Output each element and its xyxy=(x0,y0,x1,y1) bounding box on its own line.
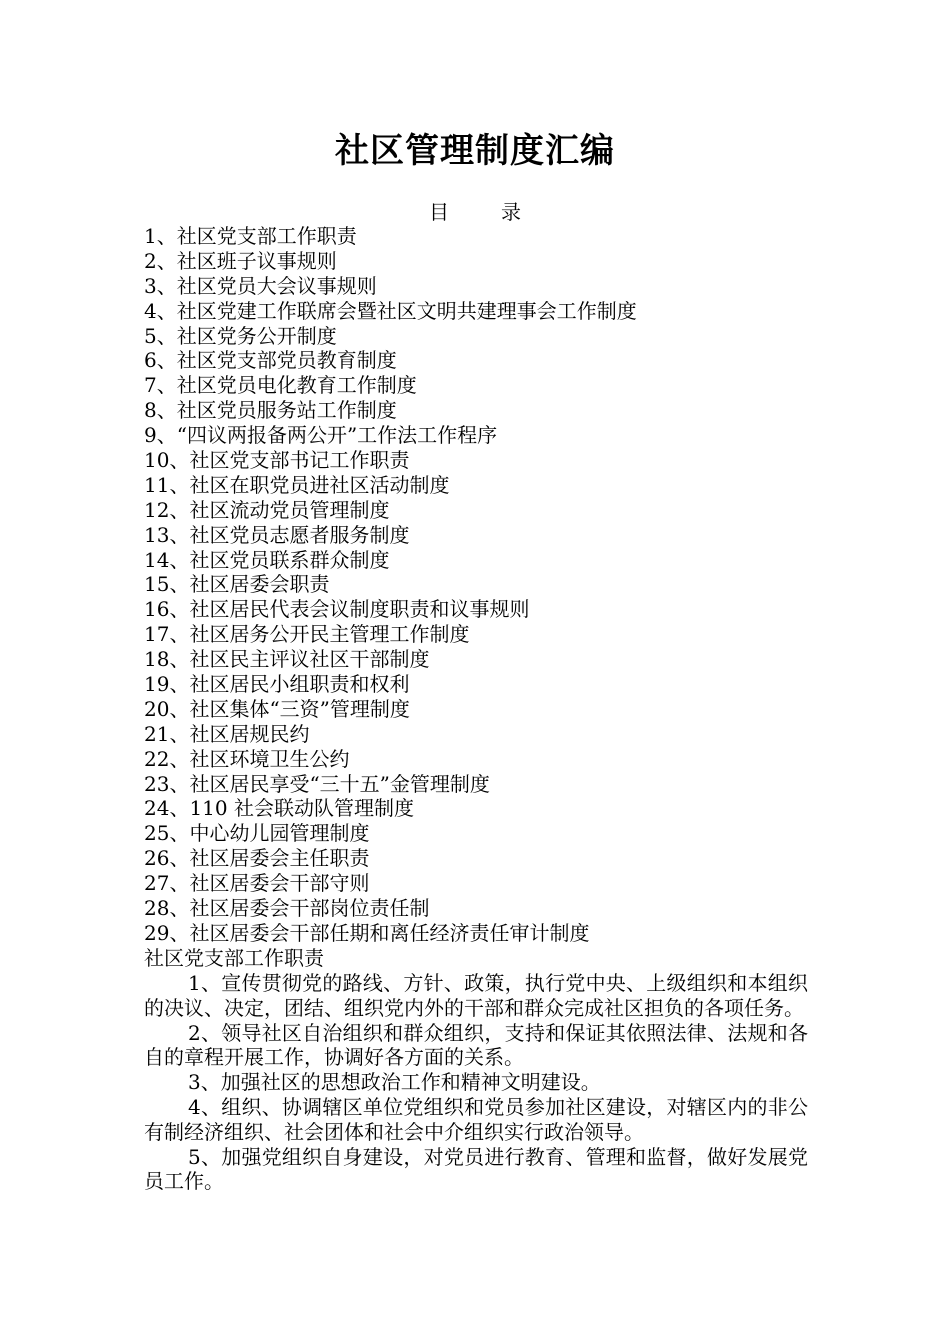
toc-item: 4、社区党建工作联席会暨社区文明共建理事会工作制度 xyxy=(144,298,637,323)
toc-item: 9、“四议两报备两公开”工作法工作程序 xyxy=(144,423,498,448)
toc-item: 3、社区党员大会议事规则 xyxy=(144,273,377,298)
toc-list xyxy=(144,224,814,946)
toc-item: 14、社区党员联系群众制度 xyxy=(144,547,390,572)
toc-item: 5、社区党务公开制度 xyxy=(144,323,337,348)
toc-item: 11、社区在职党员进社区活动制度 xyxy=(144,472,450,497)
toc-item: 7、社区党员电化教育工作制度 xyxy=(144,373,417,398)
toc-item: 16、社区居民代表会议制度职责和议事规则 xyxy=(144,597,530,622)
toc-item: 26、社区居委会主任职责 xyxy=(144,846,370,871)
section-heading: 社区党支部工作职责 xyxy=(144,946,324,970)
section-paragraph: 4、组织、协调辖区单位党组织和党员参加社区建设，对辖区内的非公有制经济组织、社会团体和社会中介组织实行政治领导。 xyxy=(144,1094,808,1144)
toc-item: 28、社区居委会干部岗位责任制 xyxy=(144,896,430,921)
section-paragraph: 5、加强党组织自身建设，对党员进行教育、管理和监督，做好发展党员工作。 xyxy=(144,1144,808,1194)
toc-item: 17、社区居务公开民主管理工作制度 xyxy=(144,622,470,647)
toc-item: 21、社区居规民约 xyxy=(144,721,310,746)
toc-item: 8、社区党员服务站工作制度 xyxy=(144,398,397,423)
toc-item: 6、社区党支部党员教育制度 xyxy=(144,348,397,373)
toc-item: 19、社区居民小组职责和权利 xyxy=(144,672,410,697)
toc-item: 13、社区党员志愿者服务制度 xyxy=(144,522,410,547)
toc-item: 20、社区集体“三资”管理制度 xyxy=(144,696,410,721)
toc-item: 10、社区党支部书记工作职责 xyxy=(144,448,410,473)
toc-item: 22、社区环境卫生公约 xyxy=(144,746,350,771)
toc-item: 2、社区班子议事规则 xyxy=(144,248,337,273)
section-paragraph: 3、加强社区的思想政治工作和精神文明建设。 xyxy=(188,1070,601,1095)
section-paragraph: 2、领导社区自治组织和群众组织，支持和保证其依照法律、法规和各自的章程开展工作，协调好各方面的关系。 xyxy=(144,1020,808,1070)
toc-heading-left: 目 xyxy=(429,200,449,224)
toc-heading-right: 录 xyxy=(501,200,521,224)
toc-item: 24、110 社会联动队管理制度 xyxy=(144,796,414,821)
toc-item: 1、社区党支部工作职责 xyxy=(144,224,357,248)
toc-item: 25、中心幼儿园管理制度 xyxy=(144,821,370,846)
toc-item: 12、社区流动党员管理制度 xyxy=(144,497,390,522)
toc-item: 18、社区民主评议社区干部制度 xyxy=(144,647,430,672)
toc-item: 23、社区居民享受“三十五”金管理制度 xyxy=(144,771,490,796)
toc-item: 29、社区居委会干部任期和离任经济责任审计制度 xyxy=(144,920,590,945)
toc-item: 15、社区居委会职责 xyxy=(144,572,330,597)
section-duties xyxy=(144,946,808,1194)
section-paragraph: 1、宣传贯彻党的路线、方针、政策，执行党中央、上级组织和本组织的决议、决定，团结、组织党内外的干部和群众完成社区担负的各项任务。 xyxy=(144,971,808,1020)
toc-heading xyxy=(0,198,950,226)
document-title: 社区管理制度汇编 xyxy=(335,131,615,171)
toc-item: 27、社区居委会干部守则 xyxy=(144,871,370,896)
